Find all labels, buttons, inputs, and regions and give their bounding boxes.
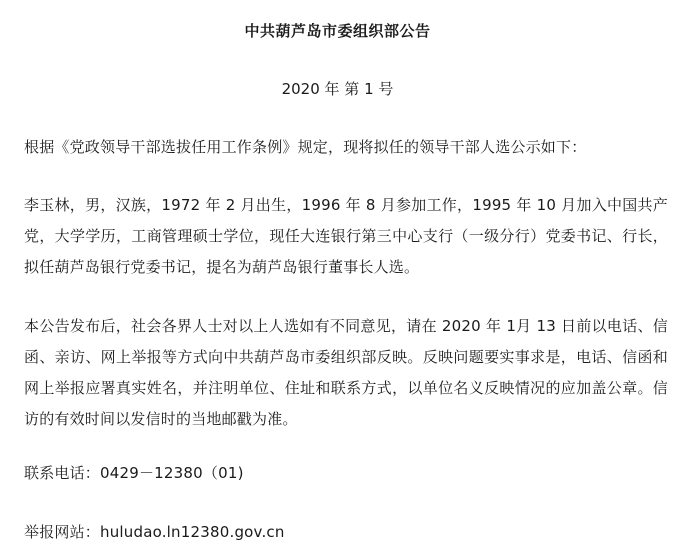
contact-phone: 联系电话：0429－12380（01): [24, 464, 244, 482]
report-website: 举报网站：huludao.ln12380.gov.cn: [24, 523, 285, 541]
document-number: 2020 年 第 1 号: [281, 80, 394, 98]
document-title: 中共葫芦岛市委组织部公告: [244, 22, 431, 40]
intro-paragraph: 根据《党政领导干部选拔任用工作条例》规定，现将拟任的领导干部人选公示如下：: [24, 138, 587, 156]
notice-paragraph: 本公告发布后，社会各界人士对以上人选如有不同意见，请在 2020 年 1月 13 日前以电话、信函、亲访、网上举报等方式向中共葫芦岛市委组织部反映。反映问题要实事求是，电话、信函和网上举报应署真实姓名，并注明单位、住址和联系方式，以单位名义反映情况的应加盖公章。信访的有效时间以发信时的当地邮戳为准。: [24, 317, 668, 428]
candidate-paragraph: 李玉林，男，汉族，1972 年 2 月出生，1996 年 8 月参加工作，1995 年 10 月加入中国共产党，大学学历，工商管理硕士学位，现任大连银行第三中心支行（一级分行）党委书记、行长，拟任葫芦岛银行党委书记，提名为葫芦岛银行董事长人选。: [24, 196, 668, 276]
